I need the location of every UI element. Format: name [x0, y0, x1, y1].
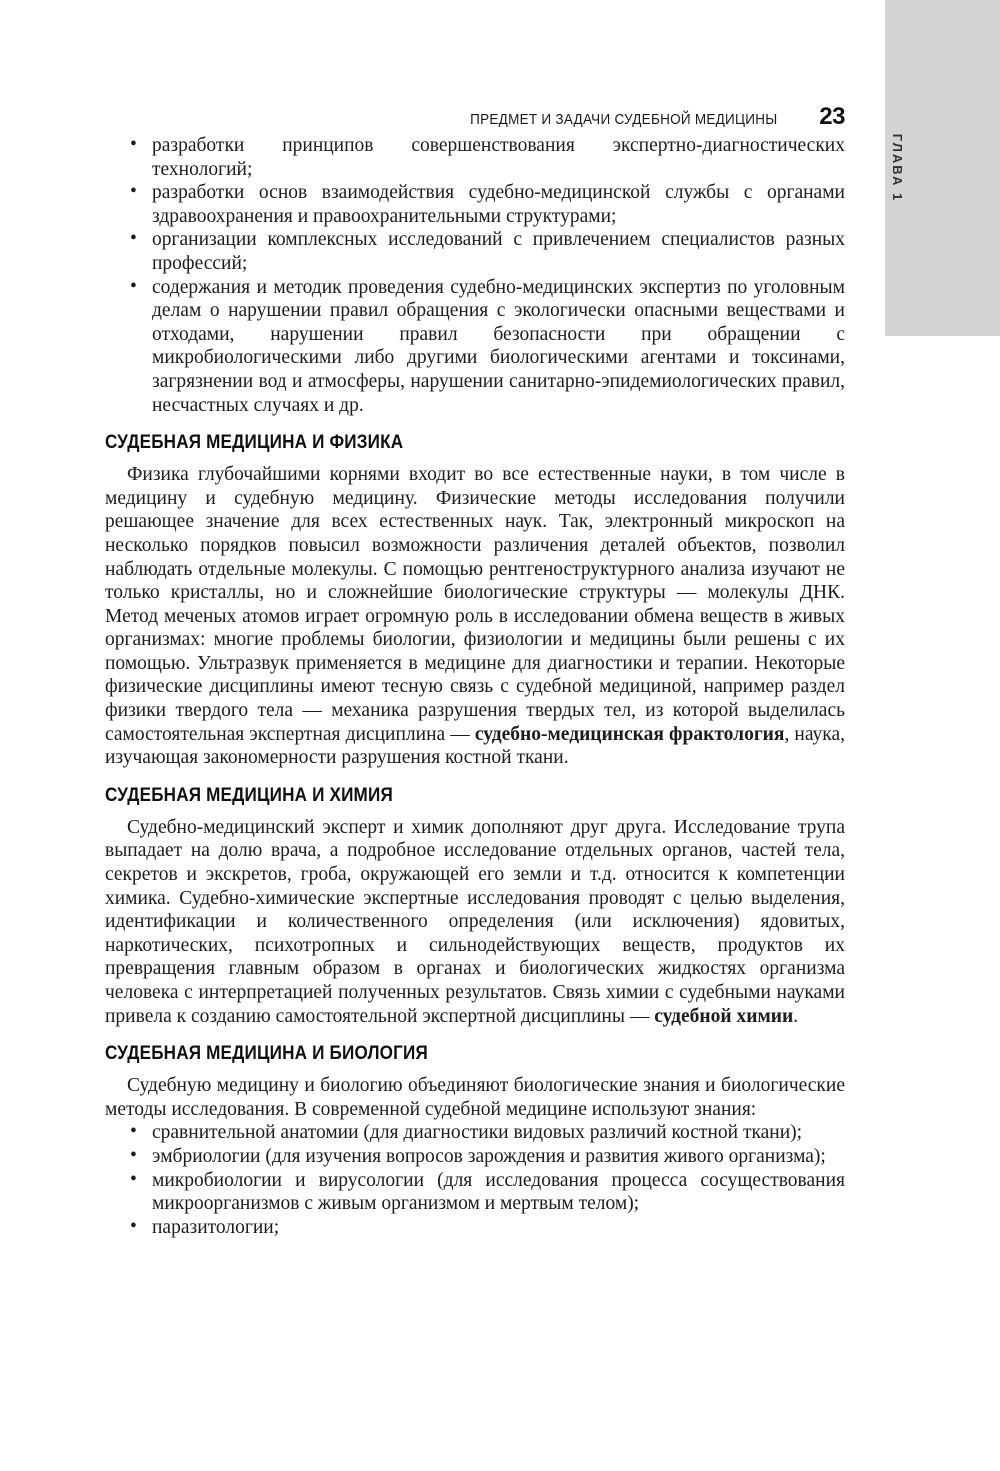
page-number: 23: [819, 103, 845, 130]
list-item: • разработки принципов совершенствования экспертно-диагностических технологий;: [105, 134, 845, 181]
list-item: • эмбриологии (для изучения вопросов зарождения и развития живого организма);: [105, 1145, 845, 1169]
chemistry-text: Судебно-медицинский эксперт и химик дополняют друг друга. Исследование трупа выпадает на долю врача, а подробное исследование отдельных органов, частей тела, секретов и экскретов, гроба, окружающей его земли и т.д. относится к компетенции химика. Судебно-химические экспертные исследования проводят с целью выделения, идентификации и количественного определения (или исключения) ядовитых, наркотических, психотропных и сильнодействующих веществ, продуктов их превращения главным образом в органах и биологических жидкостях организма человека с интерпретацией полученных результатов. Связь химии с судебными науками привела к созданию самостоятельной экспертной дисциплины —: [105, 816, 845, 1027]
physics-text: Физика глубочайшими корнями входит во все естественные науки, в том числе в медицину и судебную медицину. Физические методы исследования получили решающее значение для всех естественных наук. Так, электронный микроскоп на несколько порядков повысил возможности различения деталей объектов, позволил наблюдать отдельные молекулы. С помощью рентгеноструктурного анализа изучают не только кристаллы, но и сложнейшие биологические структуры — молекулы ДНК. Метод меченых атомов играет огромную роль в исследовании обмена веществ в живых организмах: многие проблемы биологии, физиологии и медицины были решены с их помощью. Ультразвук применяется в медицине для диагностики и терапии. Некоторые физические дисциплины имеют тесную связь с судебной медициной, например раздел физики твердого тела — механика разрушения твердых тел, из которой выделилась самостоятельная экспертная дисциплина —: [105, 464, 845, 745]
chapter-tab-label: ГЛАВА 1: [890, 133, 905, 203]
section-heading-physics: СУДЕБНАЯ МЕДИЦИНА И ФИЗИКА: [105, 432, 404, 454]
intro-bullet-list: [105, 134, 845, 417]
chemistry-paragraph: [105, 816, 845, 1028]
running-head-title: ПРЕДМЕТ И ЗАДАЧИ СУДЕБНОЙ МЕДИЦИНЫ: [469, 111, 778, 128]
physics-paragraph: [105, 463, 845, 770]
chemistry-term-bold: судебной химии: [654, 1005, 794, 1027]
section-heading-biology: СУДЕБНАЯ МЕДИЦИНА И БИОЛОГИЯ: [105, 1043, 428, 1065]
list-item: • микробиологии и вирусологии (для исследования процесса сосуществования микроорганизмов с живым организмом и мертвым телом);: [105, 1169, 845, 1216]
running-header: [105, 103, 845, 131]
biology-paragraph: Судебную медицину и биологию объединяют биологические знания и биологические методы исследования. В современной судебной медицине используют знания:: [105, 1075, 845, 1120]
list-item: • разработки основ взаимодействия судебно-медицинской службы с органами здравоохранения и правоохранительными структурами;: [105, 181, 845, 228]
text-column: [105, 134, 845, 1239]
list-item: • организации комплексных исследований с привлечением специалистов разных профессий;: [105, 228, 845, 275]
list-item: • паразитологии;: [105, 1216, 845, 1240]
chemistry-text-end: .: [793, 1005, 799, 1027]
section-heading-chemistry: СУДЕБНАЯ МЕДИЦИНА И ХИМИЯ: [105, 784, 393, 806]
list-item: • сравнительной анатомии (для диагностики видовых различий костной ткани);: [105, 1121, 845, 1145]
physics-text-end: , наука, изучающая закономерности разрушения костной ткани.: [105, 723, 845, 769]
biology-bullet-list: [105, 1121, 845, 1239]
physics-term-bold: судебно-медицинская фрактология: [474, 723, 785, 745]
list-item: • содержания и методик проведения судебно-медицинских экспертиз по уголовным делам о нарушении правил обращения с экологически опасными веществами и отходами, нарушении правил безопасности при обращении с микробиологическими либо другими биологическими агентами и токсинами, загрязнении вод и атмосферы, нарушении санитарно-эпидемиологических правил, несчастных случаях и др.: [105, 276, 845, 418]
chapter-tab: [885, 0, 1000, 336]
